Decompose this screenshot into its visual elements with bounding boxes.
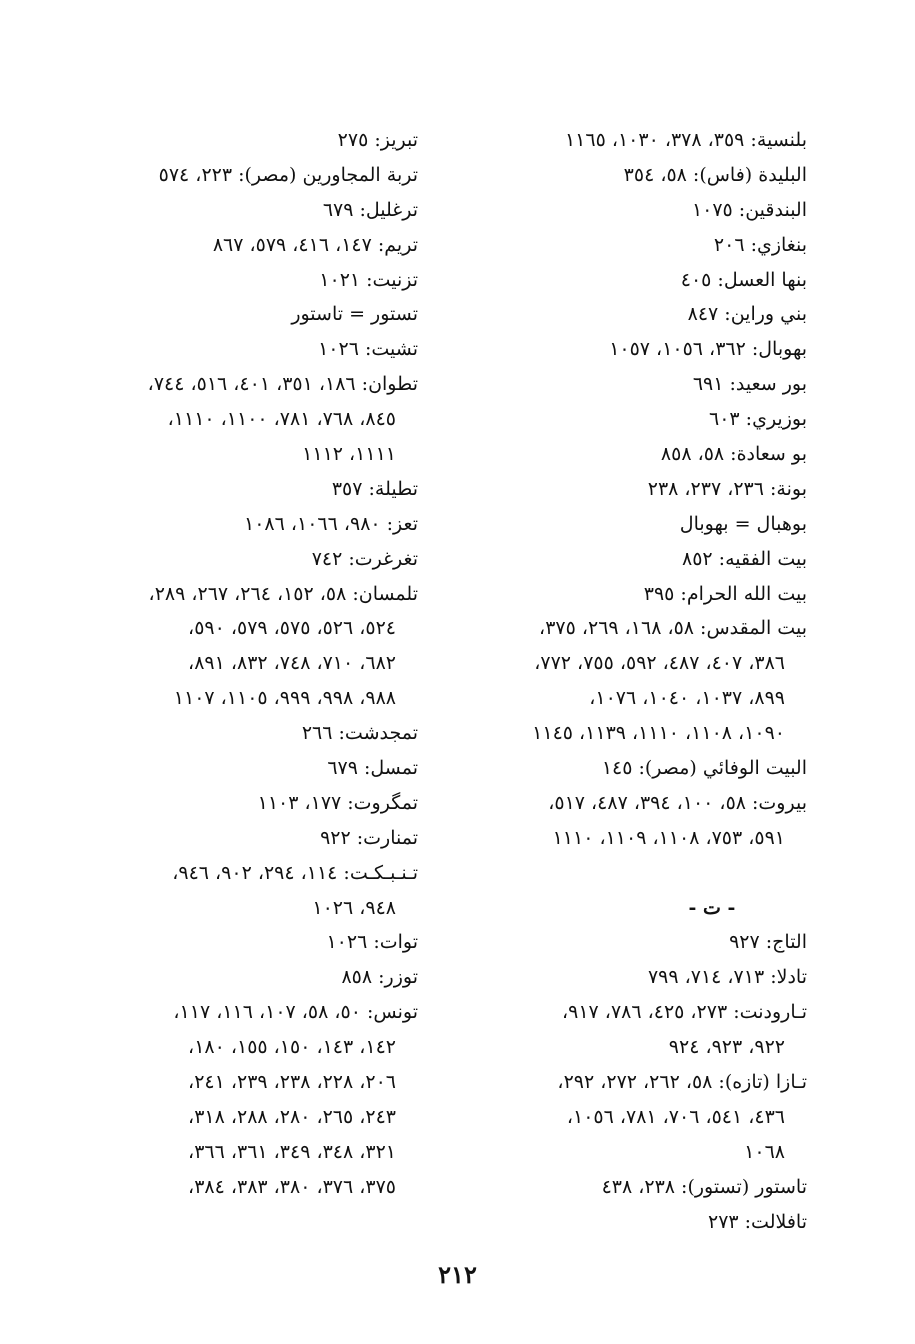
index-column-left	[63, 123, 418, 1205]
index-entry: تبريز: ٢٧٥	[337, 129, 418, 151]
index-entry: بني وراين: ٨٤٧	[687, 303, 807, 326]
index-entry-continuation: ٩٨٨، ٩٩٨، ٩٩٩، ١١٠٥، ١١٠٧	[173, 687, 396, 710]
index-entry: بيت المقدس: ٥٨، ١٦٨، ٢٦٩، ٣٧٥،	[539, 617, 807, 640]
index-entry: تمنارت: ٩٢٢	[320, 826, 418, 849]
index-entry: بهوبال: ٣٦٢، ١٠٥٦، ١٠٥٧	[609, 338, 807, 361]
index-entry: تغرغرت: ٧٤٢	[311, 547, 418, 570]
index-entry: بور سعيد: ٦٩١	[692, 373, 807, 396]
index-entry-continuation: ١٤٢، ١٤٣، ١٥٠، ١٥٥، ١٨٠،	[188, 1036, 396, 1059]
index-entry: ترغليل: ٦٧٩	[322, 198, 418, 221]
page-number: ٢١٢	[438, 1260, 477, 1289]
index-entry-continuation: ١٠٩٠، ١١٠٨، ١١١٠، ١١٣٩، ١١٤٥	[532, 722, 785, 745]
index-entry: بلنسية: ٣٥٩، ٣٧٨، ١٠٣٠، ١١٦٥	[564, 129, 807, 151]
index-entry: بنغازي: ٢٠٦	[713, 233, 807, 256]
index-entry	[467, 856, 807, 891]
index-entry-continuation: ١٠٦٨	[744, 1140, 785, 1163]
index-entry: تمگروت: ١٧٧، ١١٠٣	[257, 791, 418, 814]
index-entry: بونة: ٢٣٦، ٢٣٧، ٢٣٨	[647, 477, 807, 500]
index-column-right	[467, 123, 807, 1240]
index-entry: تمجدشت: ٢٦٦	[301, 722, 418, 745]
section-heading: - ت -	[688, 896, 736, 919]
index-entry: تافلالت: ٢٧٣	[707, 1210, 807, 1233]
index-entry: بيروت: ٥٨، ١٠٠، ٣٩٤، ٤٨٧، ٥١٧،	[548, 791, 807, 814]
index-entry: تريم: ١٤٧، ٤١٦، ٥٧٩، ٨٦٧	[212, 233, 418, 256]
index-entry: تـازا (تازه): ٥٨، ٢٦٢، ٢٧٢، ٢٩٢،	[557, 1071, 807, 1094]
index-entry-continuation: ٣٨٦، ٤٠٧، ٤٨٧، ٥٩٢، ٧٥٥، ٧٧٢،	[534, 652, 785, 675]
index-entry-continuation: ٢٤٣، ٢٦٥، ٢٨٠، ٢٨٨، ٣١٨،	[188, 1105, 396, 1128]
index-entry: تلمسان: ٥٨، ١٥٢، ٢٦٤، ٢٦٧، ٢٨٩،	[148, 582, 418, 605]
index-entry-continuation: ١١١١، ١١١٢	[302, 443, 396, 466]
index-entry-continuation: ٨٤٥، ٧٦٨، ٧٨١، ١١٠٠، ١١١٠،	[167, 408, 396, 431]
index-entry: تعز: ٩٨٠، ١٠٦٦، ١٠٨٦	[243, 512, 418, 535]
index-entry: بو سعادة: ٥٨، ٨٥٨	[660, 443, 807, 466]
index-entry: تطيلة: ٣٥٧	[331, 477, 418, 500]
index-entry: تمسل: ٦٧٩	[327, 757, 418, 780]
index-entry-continuation: ٩٤٨، ١٠٢٦	[312, 896, 396, 919]
index-entry: التاج: ٩٢٧	[729, 931, 807, 954]
index-entry: توات: ١٠٢٦	[326, 931, 418, 954]
index-entry-continuation: ٢٠٦، ٢٢٨، ٢٣٨، ٢٣٩، ٢٤١،	[188, 1071, 396, 1094]
index-entry: بيت الله الحرام: ٣٩٥	[643, 582, 807, 605]
index-entry: البليدة (فاس): ٥٨، ٣٥٤	[623, 163, 807, 186]
index-entry: البندقين: ١٠٧٥	[691, 198, 807, 221]
index-entry-continuation: ٣٢١، ٣٤٨، ٣٤٩، ٣٦١، ٣٦٦،	[188, 1140, 396, 1163]
index-entry: تطوان: ١٨٦، ٣٥١، ٤٠١، ٥١٦، ٧٤٤،	[147, 373, 418, 396]
index-entry: بوزيري: ٦٠٣	[709, 408, 807, 431]
index-entry: البيت الوفائي (مصر): ١٤٥	[601, 757, 807, 780]
index-entry: بنها العسل: ٤٠٥	[680, 268, 807, 291]
index-entry: تاستور (تستور): ٢٣٨، ٤٣٨	[601, 1175, 807, 1198]
index-entry: بوهبال = بهوبال	[679, 512, 807, 535]
index-entry: توزر: ٨٥٨	[341, 966, 418, 989]
index-entry: تشيت: ١٠٢٦	[318, 338, 418, 361]
index-entry: تربة المجاورين (مصر): ٢٢٣، ٥٧٤	[158, 163, 418, 186]
index-entry: تـنـبـكـت: ١١٤، ٢٩٤، ٩٠٢، ٩٤٦،	[172, 861, 418, 884]
index-entry-continuation: ٦٨٢، ٧١٠، ٧٤٨، ٨٣٢، ٨٩١،	[188, 652, 396, 675]
index-entry-continuation: ٥٢٤، ٥٢٦، ٥٧٥، ٥٧٩، ٥٩٠،	[188, 617, 396, 640]
index-entry-continuation: ٨٩٩، ١٠٣٧، ١٠٤٠، ١٠٧٦،	[589, 687, 785, 710]
index-entry: تـارودنت: ٢٧٣، ٤٢٥، ٧٨٦، ٩١٧،	[562, 1001, 807, 1024]
index-entry: تستور = تاستور	[291, 303, 418, 326]
index-entry-continuation: ٤٣٦، ٥٤١، ٧٠٦، ٧٨١، ١٠٥٦،	[566, 1105, 785, 1128]
index-entry: تادلا: ٧١٣، ٧١٤، ٧٩٩	[647, 966, 807, 989]
index-entry-continuation: ٩٢٢، ٩٢٣، ٩٢٤	[668, 1036, 785, 1059]
index-entry-continuation: ٣٧٥، ٣٧٦، ٣٨٠، ٣٨٣، ٣٨٤،	[188, 1175, 396, 1198]
index-entry: تونس: ٥٠، ٥٨، ١٠٧، ١١٦، ١١٧،	[173, 1001, 418, 1024]
index-entry: بيت الفقيه: ٨٥٢	[682, 547, 807, 570]
index-entry: تزنيت: ١٠٢١	[319, 268, 418, 291]
index-entry-continuation: ٥٩١، ٧٥٣، ١١٠٨، ١١٠٩، ١١١٠	[552, 826, 785, 849]
